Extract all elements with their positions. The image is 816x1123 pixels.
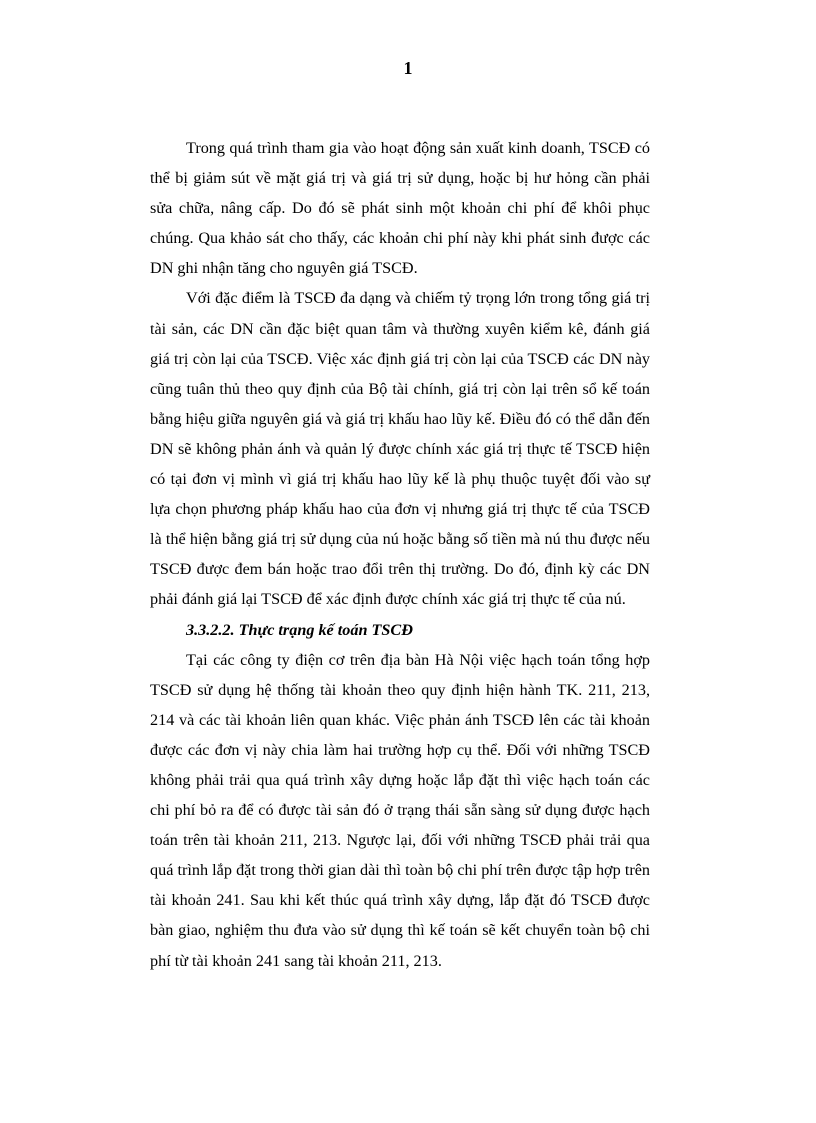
paragraph-asset-repair-costs: Trong quá trình tham gia vào hoạt động sản xuất kinh doanh, TSCĐ có thể bị giảm sút về mặt giá trị và giá trị sử dụng, hoặc bị hư hỏng cần phải sửa chữa, nâng cấp. Do đó sẽ phát sinh một khoản chi phí để khôi phục chúng. Qua khảo sát cho thấy, các khoản chi phí này khi phát sinh được các DN ghi nhận tăng cho nguyên giá TSCĐ.: [150, 139, 650, 278]
document-body: [150, 133, 650, 976]
section-heading: 3.3.2.2. Thực trạng kế toán TSCĐ: [186, 620, 413, 639]
paragraph-accounting-practice: Tại các công ty điện cơ trên địa bàn Hà Nội việc hạch toán tổng hợp TSCĐ sử dụng hệ thống tài khoản theo quy định hiện hành TK. 211, 213, 214 và các tài khoản liên quan khác. Việc phản ánh TSCĐ lên các tài khoản được các đơn vị này chia làm hai trường hợp cụ thể. Đối với những TSCĐ không phải trải qua quá trình xây dựng hoặc lắp đặt thì việc hạch toán các chi phí bỏ ra để có được tài sản đó ở trạng thái sẵn sàng sử dụng được hạch toán trên tài khoản 211, 213. Ngược lại, đối với những TSCĐ phải trải qua quá trình lắp đặt trong thời gian dài thì toàn bộ chi phí trên được tập hợp trên tài khoản 241. Sau khi kết thúc quá trình xây dựng, lắp đặt đó TSCĐ được bàn giao, nghiệm thu đưa vào sử dụng thì kế toán sẽ kết chuyển toàn bộ chi phí từ tài khoản 241 sang tài khoản 211, 213.: [150, 650, 650, 970]
paragraph-residual-value: Với đặc điểm là TSCĐ đa dạng và chiếm tỷ trọng lớn trong tổng giá trị tài sản, các DN cần đặc biệt quan tâm và thường xuyên kiểm kê, đánh giá giá trị còn lại của TSCĐ. Việc xác định giá trị còn lại của TSCĐ các DN này cũng tuân thủ theo quy định của Bộ tài chính, giá trị còn lại trên sổ kế toán bằng hiệu giữa nguyên giá và giá trị khấu hao lũy kế. Điều đó có thể dẫn đến DN sẽ không phản ánh và quản lý được chính xác giá trị thực tế TSCĐ hiện có tại đơn vị mình vì giá trị khấu hao lũy kế là phụ thuộc tuyệt đối vào sự lựa chọn phương pháp khấu hao của đơn vị nhưng giá trị thực tế của TSCĐ là thể hiện bằng giá trị sử dụng của nú hoặc bằng số tiền mà nú thu được nếu TSCĐ được đem bán hoặc trao đổi trên thị trường. Do đó, định kỳ các DN phải đánh giá lại TSCĐ để xác định được chính xác giá trị thực tế của nú.: [150, 289, 650, 609]
page-number: 1: [403, 58, 413, 78]
